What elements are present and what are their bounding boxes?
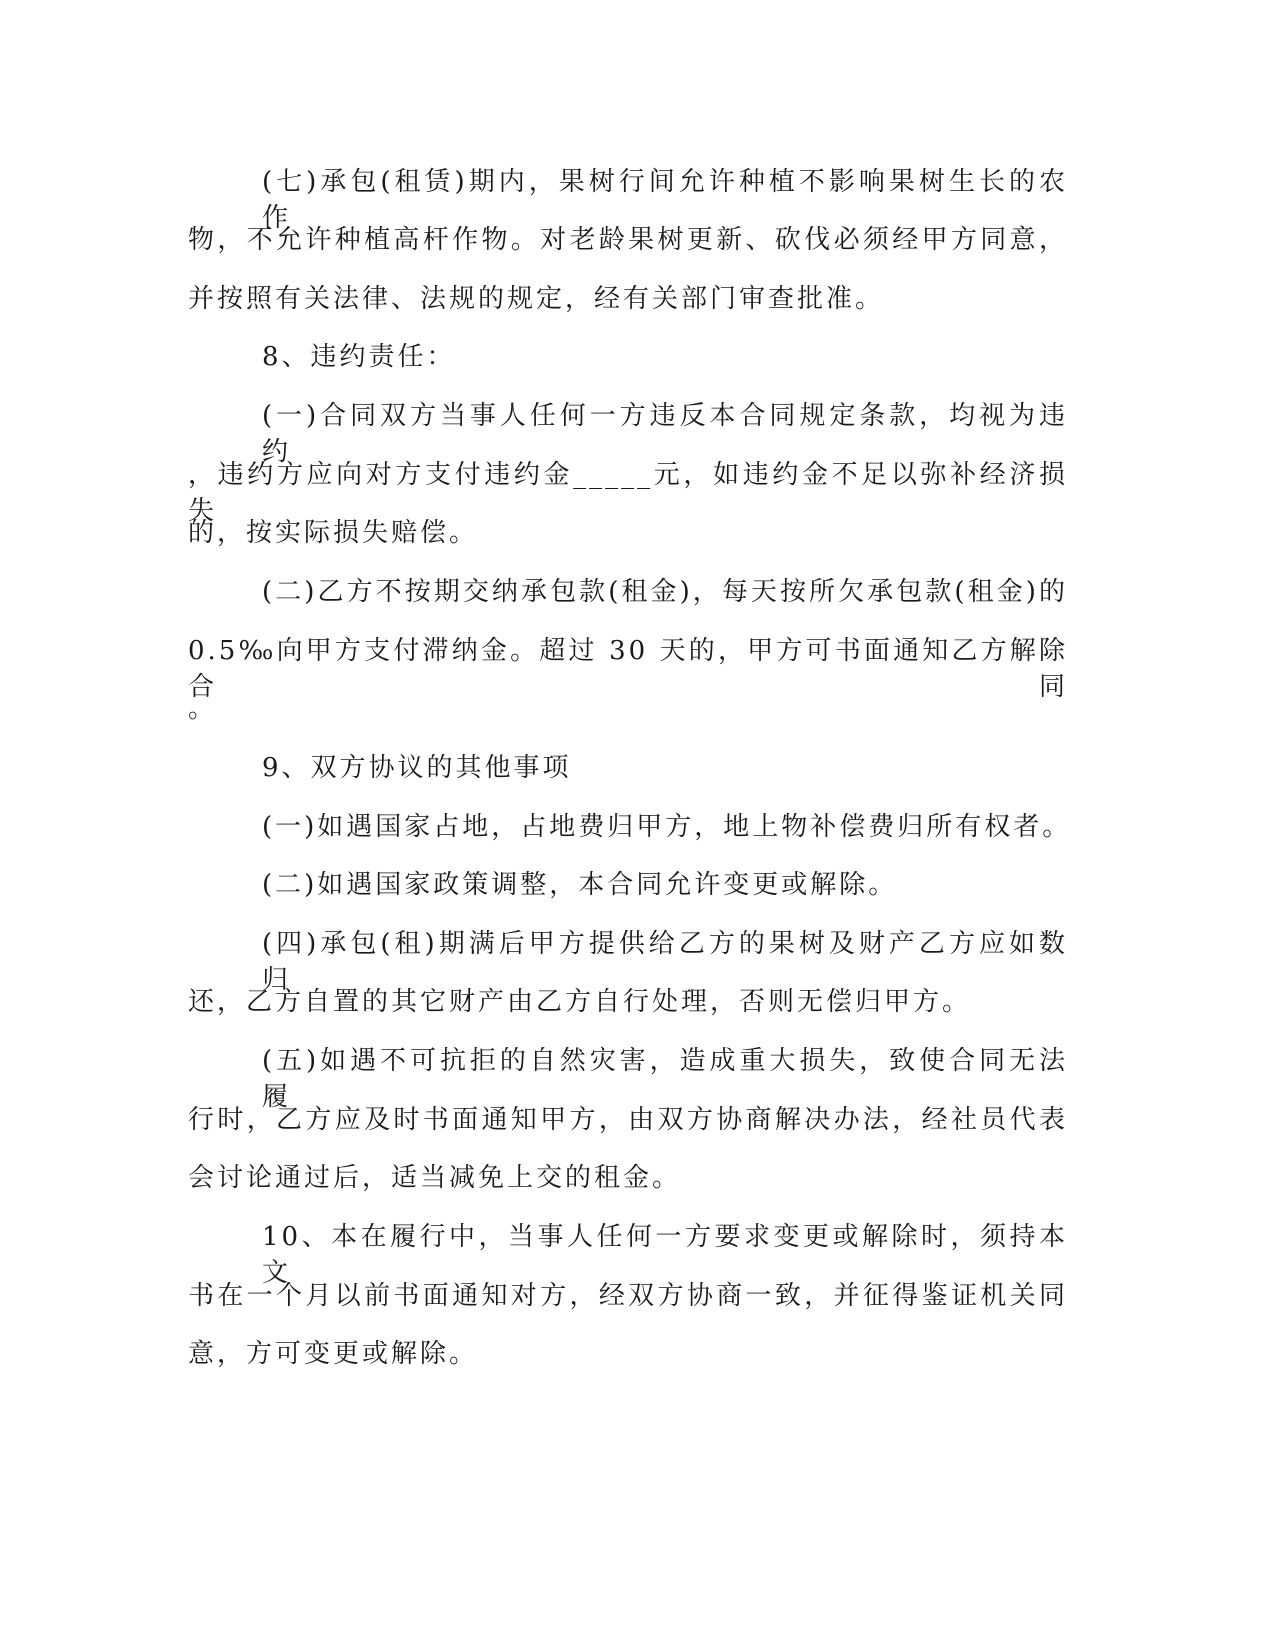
section-heading: 8、违约责任：	[262, 342, 456, 372]
text-line: (五)如遇不可抗拒的自然灾害，造成重大损失，致使合同无法履	[262, 1046, 1068, 1112]
text-line: 并按照有关法律、法规的规定，经有关部门审查批准。	[188, 284, 885, 314]
text-line: 会讨论通过后，适当减免上交的租金。	[188, 1163, 682, 1193]
text-line: (二)乙方不按期交纳承包款(租金)，每天按所欠承包款(租金)的	[262, 577, 1068, 607]
text-line: ，违约方应向对方支付违约金_____元，如违约金不足以弥补经济损失	[188, 460, 1068, 526]
section-heading: 9、双方协议的其他事项	[262, 753, 572, 783]
text-line: (一)如遇国家占地，占地费归甲方，地上物补偿费归所有权者。	[262, 812, 1072, 842]
text-line: 意，方可变更或解除。	[188, 1339, 479, 1369]
text-line: (四)承包(租)期满后甲方提供给乙方的果树及财产乙方应如数归	[262, 929, 1068, 995]
text-line: 。	[188, 694, 218, 724]
text-line: 还，乙方自置的其它财产由乙方自行处理，否则无偿归甲方。	[188, 987, 972, 1017]
text-line: (一)合同双方当事人任何一方违反本合同规定条款，均视为违约	[262, 401, 1068, 467]
text-line: 书在一个月以前书面通知对方，经双方协商一致，并征得鉴证机关同	[188, 1281, 1068, 1311]
text-line: 0.5‰向甲方支付滞纳金。超过 30 天的，甲方可书面通知乙方解除合同	[188, 636, 1068, 702]
text-line: (七)承包(租赁)期内，果树行间允许种植不影响果树生长的农作	[262, 167, 1068, 233]
text-line: 的，按实际损失赔偿。	[188, 518, 479, 548]
text-line: 行时，乙方应及时书面通知甲方，由双方协商解决办法，经社员代表	[188, 1105, 1068, 1135]
text-line: 物，不允许种植高杆作物。对老龄果树更新、砍伐必须经甲方同意，	[188, 225, 1068, 255]
text-line: (二)如遇国家政策调整，本合同允许变更或解除。	[262, 870, 898, 900]
text-line: 10、本在履行中，当事人任何一方要求变更或解除时，须持本文	[262, 1222, 1068, 1288]
